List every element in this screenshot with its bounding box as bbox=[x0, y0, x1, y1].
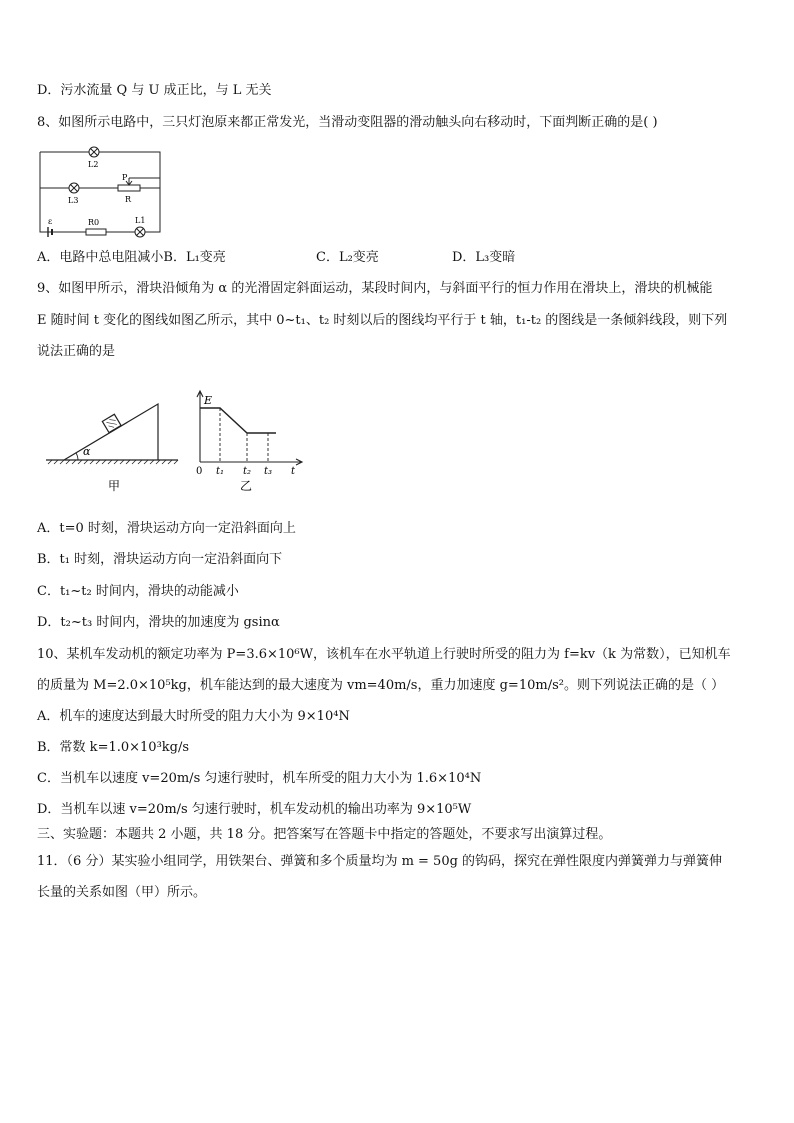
q9-option-b: B．t₁ 时刻，滑块运动方向一定沿斜面向下 bbox=[37, 552, 283, 567]
q9-stem-line1: 9、如图甲所示，滑块沿倾角为 α 的光滑固定斜面运动，某段时间内，与斜面平行的恒力作用在滑块上，滑块的机械能 bbox=[37, 281, 713, 296]
label-l2: L2 bbox=[88, 160, 99, 169]
q9-stem-line2: E 随时间 t 变化的图线如图乙所示，其中 0~t₁、t₂ 时刻以后的图线均平行于 t 轴，t₁-t₂ 的图线是一条倾斜线段，则下列 bbox=[37, 313, 728, 328]
fig-jia-caption: 甲 bbox=[108, 479, 121, 493]
fig-yi-caption: 乙 bbox=[240, 479, 253, 493]
q9-option-d: D．t₂~t₃ 时间内，滑块的加速度为 gsinα bbox=[37, 615, 280, 630]
q11-stem-line2: 长量的关系如图（甲）所示。 bbox=[37, 885, 207, 900]
q8-option-d: D．L₃变暗 bbox=[452, 250, 516, 265]
label-p: P bbox=[122, 173, 128, 182]
q9-incline-figure bbox=[42, 392, 182, 494]
t1-label: t₁ bbox=[216, 466, 225, 477]
q10-option-a: A．机车的速度达到最大时所受的阻力大小为 9×10⁴N bbox=[37, 709, 350, 724]
t2-label: t₂ bbox=[243, 466, 252, 477]
q11-stem-line1: 11．（6 分）某实验小组同学，用铁架台、弹簧和多个质量均为 m = 50g 的钩码，探究在弹性限度内弹簧弹力与弹簧伸 bbox=[37, 854, 723, 869]
q9-energy-time-graph bbox=[190, 388, 310, 494]
label-r0: R0 bbox=[88, 218, 100, 227]
q10-option-d: D．当机车以速 v=20m/s 匀速行驶时，机车发动机的输出功率为 9×10⁵W bbox=[37, 802, 472, 817]
q7-option-d: D．污水流量 Q 与 U 成正比，与 L 无关 bbox=[37, 83, 272, 98]
t3-label: t₃ bbox=[264, 466, 273, 477]
q10-option-c: C．当机车以速度 v=20m/s 匀速行驶时，机车所受的阻力大小为 1.6×10⁴N bbox=[37, 771, 482, 786]
q8-option-c: C．L₂变亮 bbox=[316, 250, 379, 265]
label-r: R bbox=[125, 195, 132, 204]
origin-label: 0 bbox=[196, 466, 203, 477]
alpha-label: α bbox=[83, 445, 91, 458]
e-axis-label: E bbox=[204, 394, 213, 407]
q8-option-a-b: A．电路中总电阻减小B．L₁变亮 bbox=[37, 250, 226, 265]
section3-heading: 三、实验题：本题共 2 小题，共 18 分。把答案写在答题卡中指定的答题处，不要求写出演算过程。 bbox=[37, 827, 612, 842]
q10-option-b: B．常数 k=1.0×10³kg/s bbox=[37, 740, 190, 755]
q10-stem-line1: 10、某机车发动机的额定功率为 P=3.6×10⁶W，该机车在水平轨道上行驶时所受的阻力为 f=kv（k 为常数），已知机车 bbox=[37, 647, 731, 662]
label-epsilon: ε bbox=[48, 217, 53, 226]
q9-option-a: A．t=0 时刻，滑块运动方向一定沿斜面向上 bbox=[37, 521, 296, 536]
q8-circuit-diagram bbox=[36, 144, 168, 240]
q9-option-c: C．t₁~t₂ 时间内，滑块的动能减小 bbox=[37, 584, 239, 599]
q9-stem-line3: 说法正确的是 bbox=[37, 344, 116, 359]
label-l3: L3 bbox=[68, 196, 79, 205]
label-l1: L1 bbox=[135, 216, 146, 225]
q8-stem: 8、如图所示电路中，三只灯泡原来都正常发光，当滑动变阻器的滑动触头向右移动时，下面判断正确的是( ) bbox=[37, 115, 658, 130]
q10-stem-line2: 的质量为 M=2.0×10⁵kg，机车能达到的最大速度为 vm=40m/s，重力加速度 g=10m/s²。则下列说法正确的是（ ） bbox=[37, 678, 725, 693]
t-axis-label: t bbox=[291, 466, 296, 477]
